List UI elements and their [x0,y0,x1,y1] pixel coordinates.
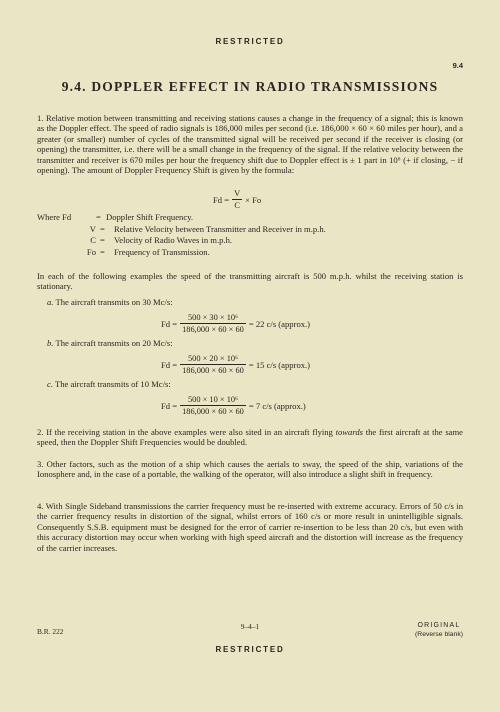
equation-rhs: = 15 c/s (approx.) [248,359,311,370]
doppler-formula [213,189,261,210]
definition-equals: = [100,247,105,258]
page-number: 9–4–1 [240,622,260,631]
formula-denominator: C [234,201,240,210]
paragraph-3: 3. Other factors, such as the motion of a ship which causes the aerials to sway, the speed of the ship, variations of the Ionosphere and, in the case of a portable, the walking of the operator, will also introduce a slight shift in frequency. [37,459,463,480]
definition-row [37,247,326,259]
definition-symbol: Fo [86,247,96,258]
definitions-list [37,212,326,259]
equation-lhs: Fd = [161,318,178,329]
example-a-caption [47,297,173,307]
section-number: 9.4 [452,61,463,70]
equation-denominator: 186,000 × 60 × 60 [182,366,244,375]
equation-lhs: Fd = [161,359,178,370]
formula-fraction [232,189,242,210]
equation-fraction [180,395,246,416]
definition-text: Relative Velocity between Transmitter and Receiver in m.p.h. [114,223,326,234]
paragraph-1: 1. Relative motion between transmitting and receiving stations causes a change in the frequency of a signal; this is known as the Doppler effect. The speed of radio signals is 186,000 miles per second (i.e. 186,000 × 60 × 60 miles per hour), and a greater (or smaller) number of cycles of the transmitted signal will be received per second if the receiver is closing (or opening) the transmitter, i.e. there will be a small change in the frequency of the signal. If the relative velocity between the transmitter and receiver is 670 miles per hour the frequency shift due to Doppler effect is ± 1 part in 10⁶ (+ if closing, − if opening). The amount of Doppler Frequency Shift is given by the formula: [37,113,463,176]
definition-text: Velocity of Radio Waves in m.p.h. [114,235,233,246]
example-letter: a. [47,297,54,307]
example-letter: c. [47,379,53,389]
paragraph-2-emphasis: towards [335,427,363,437]
examples-intro: In each of the following examples the speed of the transmitting aircraft is 500 m.p.h. whilst the receiving station is stationary. [37,271,463,292]
equation-denominator: 186,000 × 60 × 60 [182,407,244,416]
example-a-equation [161,313,310,334]
example-c-caption [47,379,171,389]
definition-equals: = [100,223,105,234]
example-c-equation [161,395,306,416]
classification-footer: RESTRICTED [215,645,285,654]
equation-fraction [180,313,246,334]
paragraph-2 [37,427,463,448]
definition-row [37,212,326,224]
example-b-equation [161,354,310,375]
definition-equals: = [96,212,101,222]
example-text: The aircraft transmits on 20 Mc/s: [55,338,173,348]
reverse-blank-label: (Reverse blank) [415,631,463,638]
formula-numerator: V [234,189,241,198]
paragraph-2-text-end: the first aircraft at the same speed, then the Doppler Shift Frequencies would be doubled. [37,427,463,448]
paragraph-2-text: 2. If the receiving station in the above examples were also sited in an aircraft flying [37,427,336,437]
definition-text: Frequency of Transmission. [114,247,210,258]
paragraph-4: 4. With Single Sideband transmissions the carrier frequency must be re-inserted with extreme accuracy. Errors of 50 c/s in the carrier frequency results in distortion of the signal, whilst errors of 160 c/s or more result in unintelligible signals. Consequently S.S.B. equipment must be designed for the error of carrier re-insertion to be less than 20 c/s, but even with this accuracy distortion may occur when working with high speed aircraft and the distortion will increase as the frequency of the carrier increases. [37,501,463,553]
page-title: 9.4. DOPPLER EFFECT IN RADIO TRANSMISSIONS [61,79,439,94]
equation-fraction [180,354,246,375]
definition-symbol: C [90,235,96,246]
equation-rhs: = 22 c/s (approx.) [248,318,311,329]
formula-rhs: × Fo [245,194,262,205]
equation-lhs: Fd = [161,400,178,411]
classification-header: RESTRICTED [215,37,285,46]
equation-rhs: = 7 c/s (approx.) [248,400,306,411]
example-b-caption [47,338,173,348]
definition-symbol: V [89,223,96,234]
definition-symbol: Where Fd [37,212,72,222]
definition-equals: = [100,235,105,246]
definition-row [37,235,326,247]
document-reference: B.R. 222 [37,627,64,636]
formula-lhs: Fd = [213,194,230,205]
status-block [415,621,463,639]
example-letter: b. [47,338,54,348]
definition-row [37,224,326,236]
definition-text: Doppler Shift Frequency. [106,212,194,222]
equation-numerator: 500 × 30 × 10⁶ [187,313,238,322]
equation-numerator: 500 × 20 × 10⁶ [187,354,238,363]
equation-denominator: 186,000 × 60 × 60 [182,325,244,334]
example-text: The aircraft transmits on 30 Mc/s: [55,297,173,307]
original-label: ORIGINAL [417,622,461,629]
equation-numerator: 500 × 10 × 10⁶ [187,395,238,404]
example-text: The aircraft transmits of 10 Mc/s: [54,379,171,389]
